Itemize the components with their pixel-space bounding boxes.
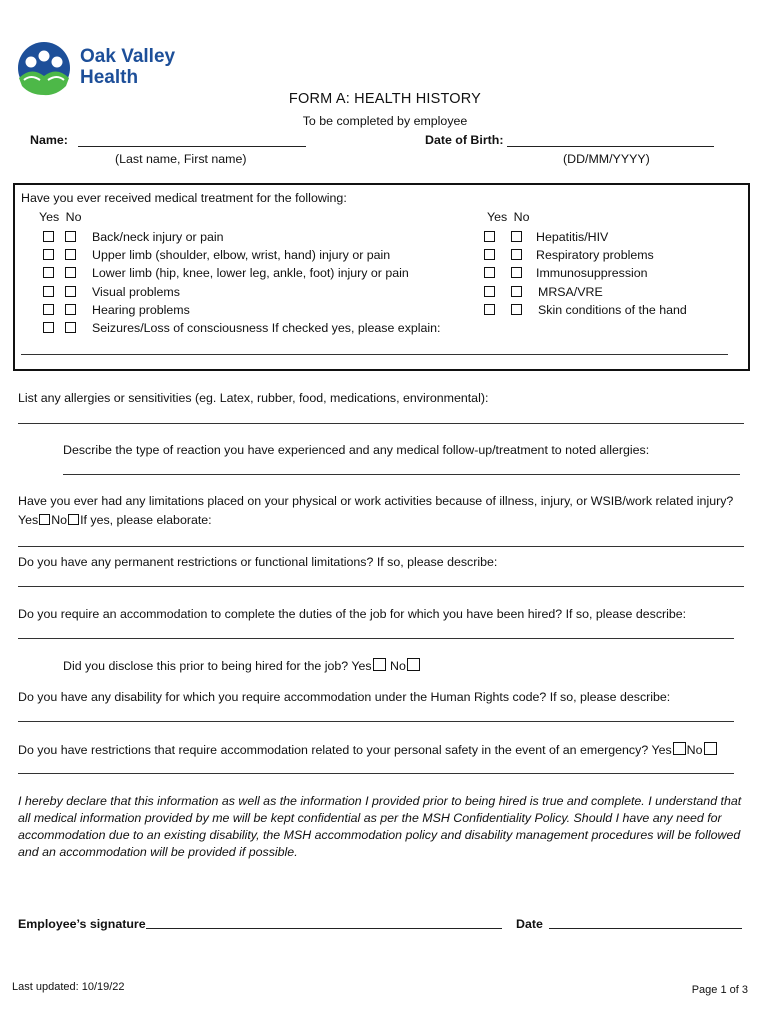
yes-checkbox[interactable]	[484, 249, 495, 260]
name-hint: (Last name, First name)	[115, 152, 247, 166]
no-checkbox[interactable]	[511, 267, 522, 278]
dob-label: Date of Birth:	[425, 133, 504, 147]
yes-no-header-right: Yes No	[487, 210, 530, 224]
yes-checkbox[interactable]	[43, 267, 54, 278]
no-checkbox[interactable]	[65, 322, 76, 333]
no-checkbox[interactable]	[65, 249, 76, 260]
logo-text-line1: Oak Valley	[80, 46, 176, 67]
name-label: Name:	[30, 133, 68, 147]
yes-no-header-left: Yes No	[39, 210, 82, 224]
signature-label: Employee’s signature	[18, 917, 146, 931]
limitations-yes-label: Yes	[18, 513, 39, 527]
limitations-no-label: No	[51, 513, 68, 527]
item-label: Seizures/Loss of consciousness If checked yes, please explain:	[92, 321, 441, 335]
safety-field[interactable]	[18, 773, 734, 774]
item-label: Lower limb (hip, knee, lower leg, ankle, foot) injury or pain	[92, 266, 409, 280]
restrictions-question: Do you have any permanent restrictions or functional limitations? If so, please describe:	[18, 555, 498, 569]
no-checkbox[interactable]	[511, 286, 522, 297]
list-item	[484, 266, 724, 282]
reaction-question: Describe the type of reaction you have experienced and any medical follow-up/treatment to noted allergies:	[63, 443, 650, 457]
item-label: Respiratory problems	[536, 248, 654, 262]
yes-checkbox[interactable]	[484, 231, 495, 242]
yes-checkbox[interactable]	[484, 267, 495, 278]
accommodation-field[interactable]	[18, 638, 734, 639]
safety-no-checkbox[interactable]	[704, 742, 717, 755]
list-item	[43, 285, 463, 301]
yes-checkbox[interactable]	[43, 286, 54, 297]
limitations-yes-checkbox[interactable]	[39, 514, 50, 525]
disclose-yes-checkbox[interactable]	[373, 658, 386, 671]
list-item	[43, 266, 463, 282]
explain-field[interactable]	[21, 354, 728, 355]
name-field[interactable]	[78, 146, 306, 147]
yes-checkbox[interactable]	[43, 322, 54, 333]
list-item	[43, 248, 463, 264]
no-checkbox[interactable]	[65, 304, 76, 315]
disclose-no-checkbox[interactable]	[407, 658, 420, 671]
no-checkbox[interactable]	[65, 231, 76, 242]
no-checkbox[interactable]	[511, 231, 522, 242]
list-item	[43, 303, 463, 319]
accommodation-question: Do you require an accommodation to complete the duties of the job for which you have been hired? If so, please describe:	[18, 607, 687, 621]
yes-checkbox[interactable]	[43, 304, 54, 315]
item-label: Immunosuppression	[536, 266, 648, 280]
safety-yes-label: Yes	[651, 743, 672, 757]
disability-field[interactable]	[18, 721, 734, 722]
reaction-field[interactable]	[63, 474, 740, 475]
list-item	[43, 230, 463, 246]
signature-field[interactable]	[146, 928, 502, 929]
page-number: Page 1 of 3	[691, 984, 748, 996]
list-item	[484, 248, 724, 264]
item-label: Upper limb (shoulder, elbow, wrist, hand) injury or pain	[92, 248, 391, 262]
safety-no-label: No	[686, 743, 703, 757]
allergies-question: List any allergies or sensitivities (eg. Latex, rubber, food, medications, environmental):	[18, 391, 489, 405]
date-label: Date	[516, 917, 543, 931]
page-subtitle: To be completed by employee	[302, 114, 468, 128]
allergies-field[interactable]	[18, 423, 744, 424]
no-checkbox[interactable]	[511, 304, 522, 315]
safety-question: Do you have restrictions that require accommodation related to your personal safety in the event of an emergency?	[18, 743, 649, 757]
disclose-question: Did you disclose this prior to being hired for the job?	[63, 659, 349, 673]
no-checkbox[interactable]	[511, 249, 522, 260]
no-checkbox[interactable]	[65, 286, 76, 297]
disclose-no-label: No	[390, 659, 406, 673]
item-label: Skin conditions of the hand	[538, 303, 687, 317]
logo-text-line2: Health	[80, 67, 139, 88]
limitations-field[interactable]	[18, 546, 744, 547]
item-label: Hepatitis/HIV	[536, 230, 609, 244]
disability-question: Do you have any disability for which you require accommodation under the Human Rights code? If so, please describe:	[18, 690, 671, 704]
declaration-text: I hereby declare that this information as well as the information I provided prior to being hired is true and complete. I understand that all medical information provided by me will be kept confidential as per the MSH Confidentiality Policy. Should I have any need for accommodation due to an existing disability, the MSH accommodation policy and disability management procedures will be followed and an accommodation will be provided if possible.	[18, 794, 742, 859]
treatment-box	[13, 183, 750, 371]
item-label: MRSA/VRE	[538, 285, 603, 299]
safety-row	[18, 742, 718, 757]
oak-valley-logo-icon	[16, 40, 72, 98]
safety-yes-checkbox[interactable]	[673, 742, 686, 755]
yes-checkbox[interactable]	[484, 286, 495, 297]
disclose-row	[63, 658, 421, 673]
list-item	[484, 230, 724, 246]
item-label: Visual problems	[92, 285, 180, 299]
last-updated: Last updated: 10/19/22	[12, 981, 125, 993]
no-checkbox[interactable]	[65, 267, 76, 278]
limitations-no-checkbox[interactable]	[68, 514, 79, 525]
list-item	[43, 321, 463, 337]
list-item	[484, 285, 724, 301]
item-label: Back/neck injury or pain	[92, 230, 224, 244]
treatment-question: Have you ever received medical treatment for the following:	[21, 191, 347, 205]
limitations-answer-row	[18, 513, 212, 527]
date-field[interactable]	[549, 928, 742, 929]
logo	[16, 40, 176, 98]
restrictions-field[interactable]	[18, 586, 744, 587]
yes-checkbox[interactable]	[43, 231, 54, 242]
limitations-elaborate-label: If yes, please elaborate:	[80, 513, 212, 527]
yes-checkbox[interactable]	[484, 304, 495, 315]
yes-checkbox[interactable]	[43, 249, 54, 260]
page-title: FORM A: HEALTH HISTORY	[288, 91, 482, 107]
dob-field[interactable]	[507, 146, 714, 147]
dob-hint: (DD/MM/YYYY)	[563, 152, 650, 166]
list-item	[484, 303, 724, 319]
disclose-yes-label: Yes	[351, 659, 372, 673]
limitations-question: Have you ever had any limitations placed on your physical or work activities because of illness, injury, or WSIB/work related injury?	[18, 494, 734, 508]
item-label: Hearing problems	[92, 303, 190, 317]
